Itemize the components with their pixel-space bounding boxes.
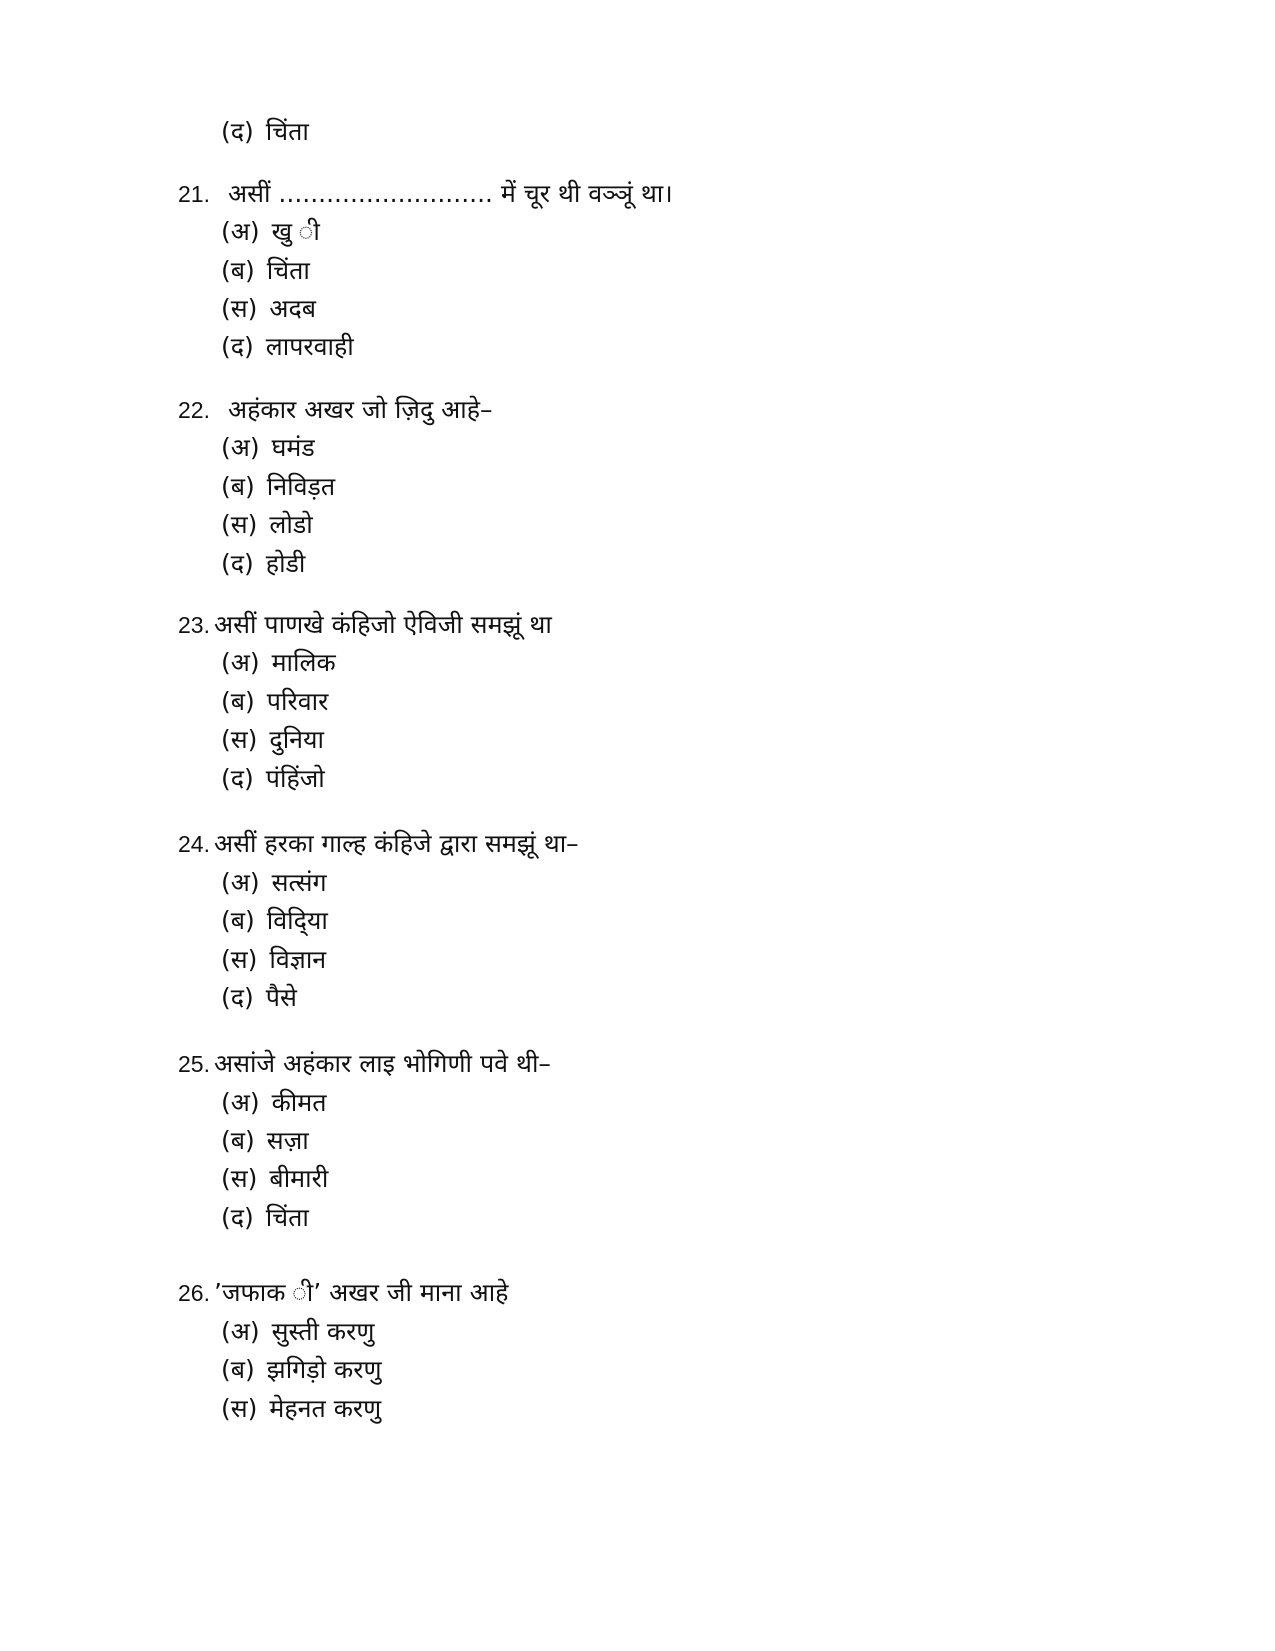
option-label: (द): [221, 549, 254, 578]
option-label: (स): [221, 725, 258, 754]
question-number: 21.: [178, 181, 210, 207]
question-text: असीं हरका गाल्ह कंहिजे द्वारा समझूं था–: [214, 829, 579, 858]
option-item: [221, 761, 325, 797]
question-text: असीं ........................... में चूर थी वञ्ञूं था।: [228, 179, 673, 208]
option-text: मेहनत करणु: [269, 1394, 382, 1423]
question-24: [178, 826, 579, 862]
question-number: 26.: [178, 1280, 210, 1306]
option-label: (अ): [221, 1317, 260, 1346]
option-label: (ब): [221, 1126, 255, 1155]
option-text: सत्संग: [271, 868, 327, 897]
option-text: कीमत: [271, 1088, 327, 1117]
option-label: (अ): [221, 433, 260, 462]
question-number: 23.: [178, 612, 210, 638]
option-item: [221, 1391, 381, 1427]
option-item: [221, 253, 310, 289]
option-text: परिवार: [266, 687, 329, 716]
option-item: [221, 722, 324, 758]
option-text: विज्ञान: [269, 945, 327, 974]
option-text: सज़ा: [266, 1126, 309, 1155]
question-number: 25.: [178, 1051, 210, 1077]
option-item: [221, 942, 326, 978]
option-text: विदि्या: [266, 906, 328, 935]
option-item: [221, 980, 297, 1016]
question-26: [178, 1275, 508, 1311]
option-text: मालिक: [271, 648, 336, 677]
option-label: (ब): [221, 906, 255, 935]
option-text: पैसे: [265, 983, 297, 1012]
option-label: (स): [221, 1394, 258, 1423]
option-item: [221, 430, 315, 466]
option-text: चिंता: [265, 117, 309, 146]
option-label: (द): [221, 332, 254, 361]
option-label: (अ): [221, 648, 260, 677]
option-item: [221, 1314, 374, 1350]
option-text: बीमारी: [269, 1164, 329, 1193]
question-22: [178, 392, 493, 428]
question-number: 24.: [178, 831, 210, 857]
option-label: (अ): [221, 217, 260, 246]
option-text: दुनिया: [269, 725, 325, 754]
option-item: [221, 546, 305, 582]
option-label: (द): [221, 764, 254, 793]
option-item: [221, 684, 328, 720]
option-text: लापरवाही: [265, 332, 354, 361]
option-item: [221, 291, 316, 327]
option-item: [221, 645, 336, 681]
question-number: 22.: [178, 397, 210, 423]
option-label: (ब): [221, 256, 255, 285]
question-text: असांजे अहंकार लाइ भोगिणी पवे थी–: [214, 1049, 551, 1078]
option-item: [221, 114, 309, 150]
question-text: अहंकार अखर जो ज़िदु आहे–: [228, 395, 493, 424]
option-item: [221, 1200, 309, 1236]
option-text: चिंता: [265, 1203, 309, 1232]
question-25: [178, 1046, 551, 1082]
option-item: [221, 1161, 328, 1197]
option-text: अदब: [269, 294, 317, 323]
option-text: झगिड़ो करणु: [266, 1355, 382, 1384]
option-text: निविड़त: [266, 472, 336, 501]
option-label: (द): [221, 983, 254, 1012]
option-item: [221, 469, 335, 505]
option-text: सुस्ती करणु: [271, 1317, 375, 1346]
option-label: (ब): [221, 1355, 255, 1384]
option-item: [221, 1352, 382, 1388]
option-label: (अ): [221, 1088, 260, 1117]
question-21: [178, 176, 673, 212]
option-item: [221, 329, 354, 365]
option-item: [221, 214, 320, 250]
option-label: (स): [221, 945, 258, 974]
option-text: खु ी: [271, 217, 320, 246]
option-text: पंहिंजो: [265, 764, 325, 793]
option-label: (स): [221, 510, 258, 539]
option-label: (द): [221, 1203, 254, 1232]
question-23: [178, 607, 552, 643]
question-text: असीं पाणखे कंहिजो ऐविजी समझूं था: [214, 610, 552, 639]
option-label: (स): [221, 294, 258, 323]
option-item: [221, 865, 327, 901]
option-item: [221, 507, 313, 543]
option-text: होडी: [265, 549, 306, 578]
option-text: चिंता: [266, 256, 310, 285]
option-label: (अ): [221, 868, 260, 897]
option-label: (स): [221, 1164, 258, 1193]
option-item: [221, 1085, 327, 1121]
option-text: लोडो: [269, 510, 313, 539]
option-item: [221, 903, 328, 939]
option-label: (ब): [221, 472, 255, 501]
option-item: [221, 1123, 309, 1159]
option-label: (ब): [221, 687, 255, 716]
option-label: (द): [221, 117, 254, 146]
question-text: ’जफाक ी’ अखर जी माना आहे: [214, 1278, 509, 1307]
option-text: घमंड: [271, 433, 315, 462]
